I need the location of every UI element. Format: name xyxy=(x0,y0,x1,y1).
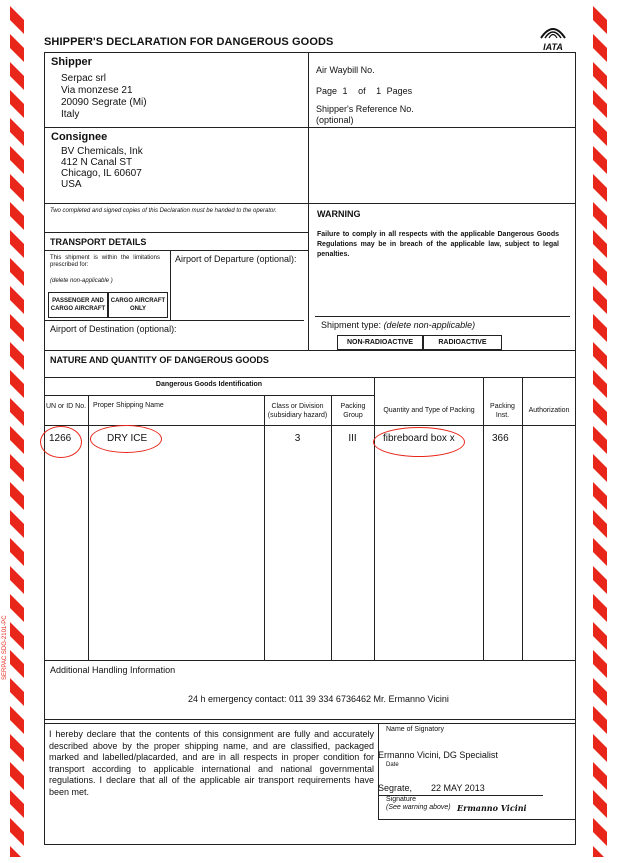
cargo-only-option[interactable]: CARGO AIRCRAFT ONLY xyxy=(108,292,168,318)
rule xyxy=(44,350,576,351)
iata-logo xyxy=(535,22,571,52)
rule xyxy=(170,250,171,320)
limits-note: This shipment is within the limitations prescribed for: xyxy=(50,255,160,268)
consignee-label: Consignee xyxy=(51,131,108,143)
left-hazard-border xyxy=(10,6,24,857)
highlight-circle xyxy=(40,426,82,458)
pages-word: Pages xyxy=(386,86,413,96)
highlight-circle xyxy=(373,427,465,457)
passenger-cargo-option[interactable]: PASSENGER AND CARGO AIRCRAFT xyxy=(48,292,108,318)
copies-note: Two completed and signed copies of this Declaration must be handed to the operator. xyxy=(50,208,277,214)
signatory-label: Name of Signatory xyxy=(386,726,444,733)
departure-label: Airport of Departure (optional): xyxy=(175,254,297,264)
rule xyxy=(88,395,89,660)
destination-label: Airport of Destination (optional): xyxy=(50,324,177,334)
reference-optional: (optional) xyxy=(316,115,354,125)
radioactive-option[interactable]: RADIOACTIVE xyxy=(423,335,502,350)
signatory-name: Ermanno Vicini, DG Specialist xyxy=(378,750,498,760)
consignee-line: USA xyxy=(61,179,82,190)
warning-label: WARNING xyxy=(317,209,361,219)
rule xyxy=(44,203,576,204)
declaration-text: I hereby declare that the contents of this consignment are fully and accurately described above by the proper shipping name, and are classified, packaged marked and labelled/placarded, and are in all respects in proper condition for transport according to applicable international and national governmental regulations. I declare that all of the applicable air transport requirements have been met. xyxy=(49,729,374,797)
cell-pg: III xyxy=(348,433,357,444)
handling-text: 24 h emergency contact: 011 39 334 6736462 Mr. Ermanno Vicini xyxy=(188,694,449,704)
col-auth: Authorization xyxy=(528,407,570,414)
rule xyxy=(44,723,576,724)
cell-un: 1266 xyxy=(49,433,72,444)
rule xyxy=(308,52,309,350)
shipper-line: Via monzese 21 xyxy=(61,85,133,96)
cell-qty: fibreboard box x xyxy=(383,433,455,444)
col-pg: Packing Group xyxy=(340,403,366,419)
rule xyxy=(44,660,576,661)
shipper-label: Shipper xyxy=(51,56,92,68)
signing-date: 22 MAY 2013 xyxy=(431,783,485,793)
rule xyxy=(315,316,570,317)
page-number: 1 xyxy=(342,86,348,96)
handling-label: Additional Handling Information xyxy=(50,665,176,675)
shipper-line: 20090 Segrate (Mi) xyxy=(61,97,147,108)
delete-note: (delete non-applicable ) xyxy=(50,278,113,284)
date-label: Date xyxy=(386,762,399,768)
rule xyxy=(374,377,375,660)
signature-note: (See warning above) xyxy=(386,804,451,811)
page-word: Page xyxy=(316,86,338,96)
side-print-code: SERPAC SDG-2101-PC xyxy=(2,615,8,680)
dg-identification-label: Dangerous Goods Identification xyxy=(155,381,263,388)
col-un: UN or ID No. xyxy=(45,403,87,410)
signing-place: Segrate, xyxy=(378,783,413,793)
warning-text: Failure to comply in all respects with the applicable Dangerous Goods Regulations may be in breach of the applicable law, subject to legal penalties. xyxy=(317,231,559,258)
consignee-line: Chicago, IL 60607 xyxy=(61,168,142,179)
rule xyxy=(44,395,374,396)
col-pi: Packing Inst. xyxy=(490,403,515,419)
pages-total: 1 xyxy=(376,86,382,96)
highlight-circle xyxy=(90,425,162,453)
page-count xyxy=(316,86,412,96)
non-radioactive-option[interactable]: NON-RADIOACTIVE xyxy=(337,335,423,350)
shipment-type-label: Shipment type: xyxy=(321,320,382,330)
cell-class: 3 xyxy=(294,433,301,444)
rule xyxy=(44,320,304,321)
rule xyxy=(378,723,379,819)
rule xyxy=(44,127,576,128)
right-hazard-border xyxy=(593,6,607,857)
of-word: of xyxy=(358,86,366,96)
transport-label: TRANSPORT DETAILS xyxy=(50,237,147,247)
nature-label: NATURE AND QUANTITY OF DANGEROUS GOODS xyxy=(50,355,269,365)
cell-psn: DRY ICE xyxy=(107,433,148,444)
cell-pi: 366 xyxy=(492,433,509,444)
rule xyxy=(44,250,308,251)
rule xyxy=(44,377,576,378)
reference-label: Shipper's Reference No. xyxy=(316,104,414,114)
shipper-line: Serpac srl xyxy=(61,73,107,84)
rule xyxy=(44,719,576,720)
rule xyxy=(44,232,308,233)
shipment-type-note: (delete non-applicable) xyxy=(383,320,476,330)
iata-logo-text: IATA xyxy=(543,42,563,52)
shipment-type-row xyxy=(321,320,475,330)
col-qty: Quantity and Type of Packing xyxy=(383,407,475,414)
col-psn: Proper Shipping Name xyxy=(93,402,164,409)
consignee-line: 412 N Canal ST xyxy=(61,157,133,168)
globe-icon xyxy=(535,22,571,40)
rule xyxy=(378,819,576,820)
col-class: Class or Division (subsidiary hazard) xyxy=(267,403,328,419)
signature: Ermanno Vicini xyxy=(457,803,527,813)
signature-label: Signature xyxy=(386,796,416,803)
page-title: SHIPPER'S DECLARATION FOR DANGEROUS GOODS xyxy=(44,36,334,48)
awb-label: Air Waybill No. xyxy=(316,65,375,75)
rule xyxy=(522,377,523,660)
shipper-line: Italy xyxy=(61,109,80,120)
consignee-line: BV Chemicals, Ink xyxy=(61,146,143,157)
